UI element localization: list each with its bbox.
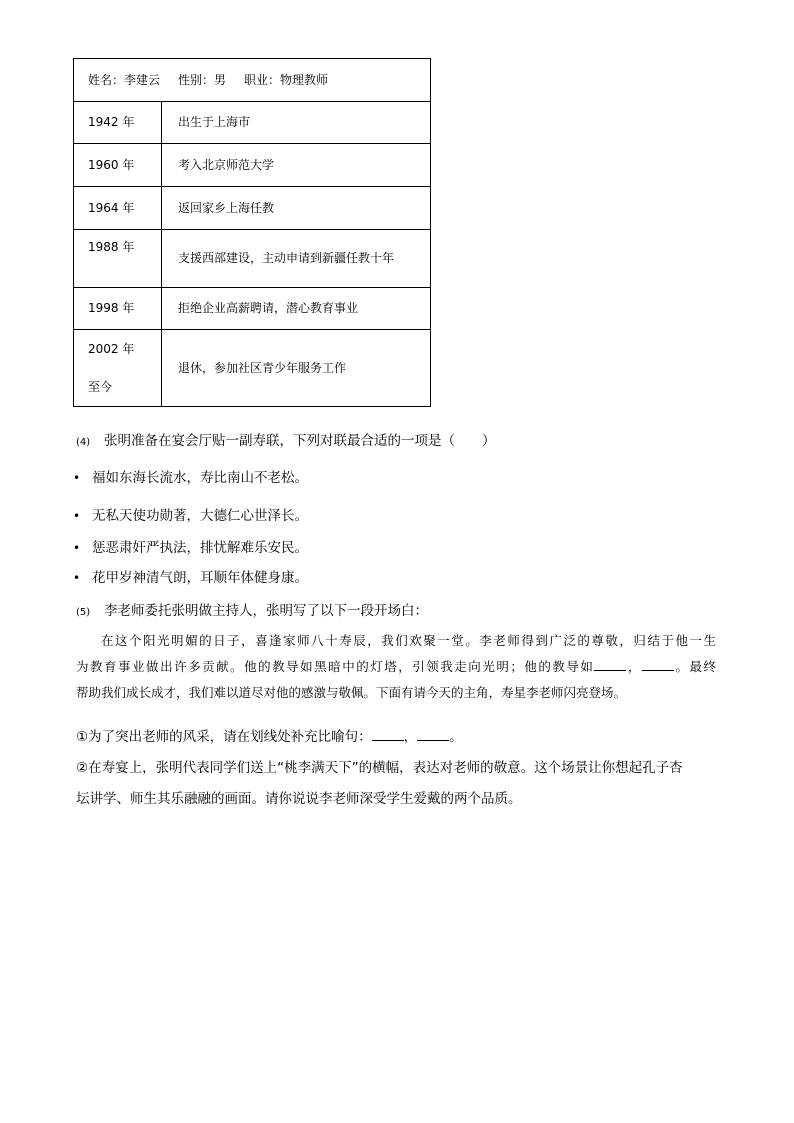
table-row [74, 187, 431, 230]
question-text: 李老师委托张明做主持人，张明写了以下一段开场白： [104, 603, 428, 619]
table-header-cell [74, 59, 431, 102]
question-number: (4) [76, 437, 91, 448]
year-cell: 1998 年 [74, 288, 162, 330]
speech-text: ， [626, 659, 642, 674]
bullet-icon: • [73, 571, 81, 585]
option-text: 福如东海长流水，寿比南山不老松。 [92, 470, 308, 486]
event-cell: 出生于上海市 [162, 102, 431, 144]
separator: ， [403, 729, 418, 745]
table-row [74, 288, 431, 330]
sub-question-2 [76, 753, 716, 815]
event-cell: 考入北京师范大学 [162, 144, 431, 187]
event-cell: 退休，参加社区青少年服务工作 [162, 330, 431, 407]
year-cell: 1960 年 [74, 144, 162, 187]
blank-line[interactable] [642, 657, 674, 671]
sub-question-prompt: ①为了突出老师的风采，请在划线处补充比喻句： [76, 729, 372, 745]
speech-text: 为教育事业做出许多贡献。他的教导如黑暗中的灯塔，引领我走向光明；他的教导如 [76, 659, 595, 674]
bullet-icon: • [73, 471, 81, 485]
blank-line[interactable] [417, 727, 449, 741]
table-header-row [74, 59, 431, 102]
year-cell: 1964 年 [74, 187, 162, 230]
year-cell: 1942 年 [74, 102, 162, 144]
year-end: 至今 [88, 380, 113, 394]
table-row [74, 102, 431, 144]
question-5 [76, 601, 428, 623]
year-cell: 1988 年 [74, 230, 162, 288]
option-text: 花甲岁神清气朗，耳顺年体健身康。 [92, 570, 308, 586]
biography-table [73, 58, 431, 407]
year-cell [74, 330, 162, 407]
event-cell: 拒绝企业高薪聘请，潜心教育事业 [162, 288, 431, 330]
option-item [73, 468, 308, 488]
opening-speech [76, 628, 716, 706]
header-job: 职业：物理教师 [244, 72, 329, 87]
speech-line: 在这个阳光明媚的日子，喜逢家师八十寿辰，我们欢聚一堂。李老师得到广泛的尊敬，归结于他一生 [101, 633, 716, 648]
speech-text: 。最终 [673, 659, 716, 674]
header-name: 姓名：李建云 [88, 72, 161, 87]
header-gender: 性别：男 [178, 72, 227, 87]
sub-question-text [76, 722, 716, 753]
event-cell: 支援西部建设，主动申请到新疆任教十年 [162, 230, 431, 288]
speech-line: 帮助我们成长成才，我们难以道尽对他的感激与敬佩。下面有请今天的主角，寿星李老师闪亮登场。 [76, 685, 627, 700]
table-row [74, 330, 431, 407]
table-row [74, 144, 431, 187]
sub-question-1 [76, 722, 716, 753]
bullet-icon: • [73, 509, 81, 523]
question-text: 张明准备在宴会厅贴一副寿联，下列对联最合适的一项是（ ） [104, 433, 496, 449]
bullet-icon: • [73, 541, 81, 555]
blank-line[interactable] [372, 727, 404, 741]
sub-question-line: 坛讲学、师生其乐融融的画面。请你说说李老师深受学生爱戴的两个品质。 [76, 791, 522, 807]
option-item [73, 506, 308, 526]
end-mark: 。 [449, 729, 463, 745]
option-item [73, 568, 308, 588]
sub-question-line: ②在寿宴上，张明代表同学们送上“桃李满天下”的横幅，表达对老师的敬意。这个场景让你想起孔子杏 [76, 760, 683, 776]
option-text: 无私天使功勋著，大德仁心世泽长。 [92, 508, 308, 524]
year-start: 2002 年 [88, 342, 135, 356]
event-cell: 返回家乡上海任教 [162, 187, 431, 230]
speech-line [76, 654, 716, 680]
table-row [74, 230, 431, 288]
question-number: (5) [76, 607, 91, 618]
blank-line[interactable] [594, 657, 626, 671]
option-item [73, 538, 308, 558]
option-text: 惩恶肃奸严执法，排忧解难乐安民。 [92, 540, 308, 556]
question-4 [76, 431, 496, 453]
